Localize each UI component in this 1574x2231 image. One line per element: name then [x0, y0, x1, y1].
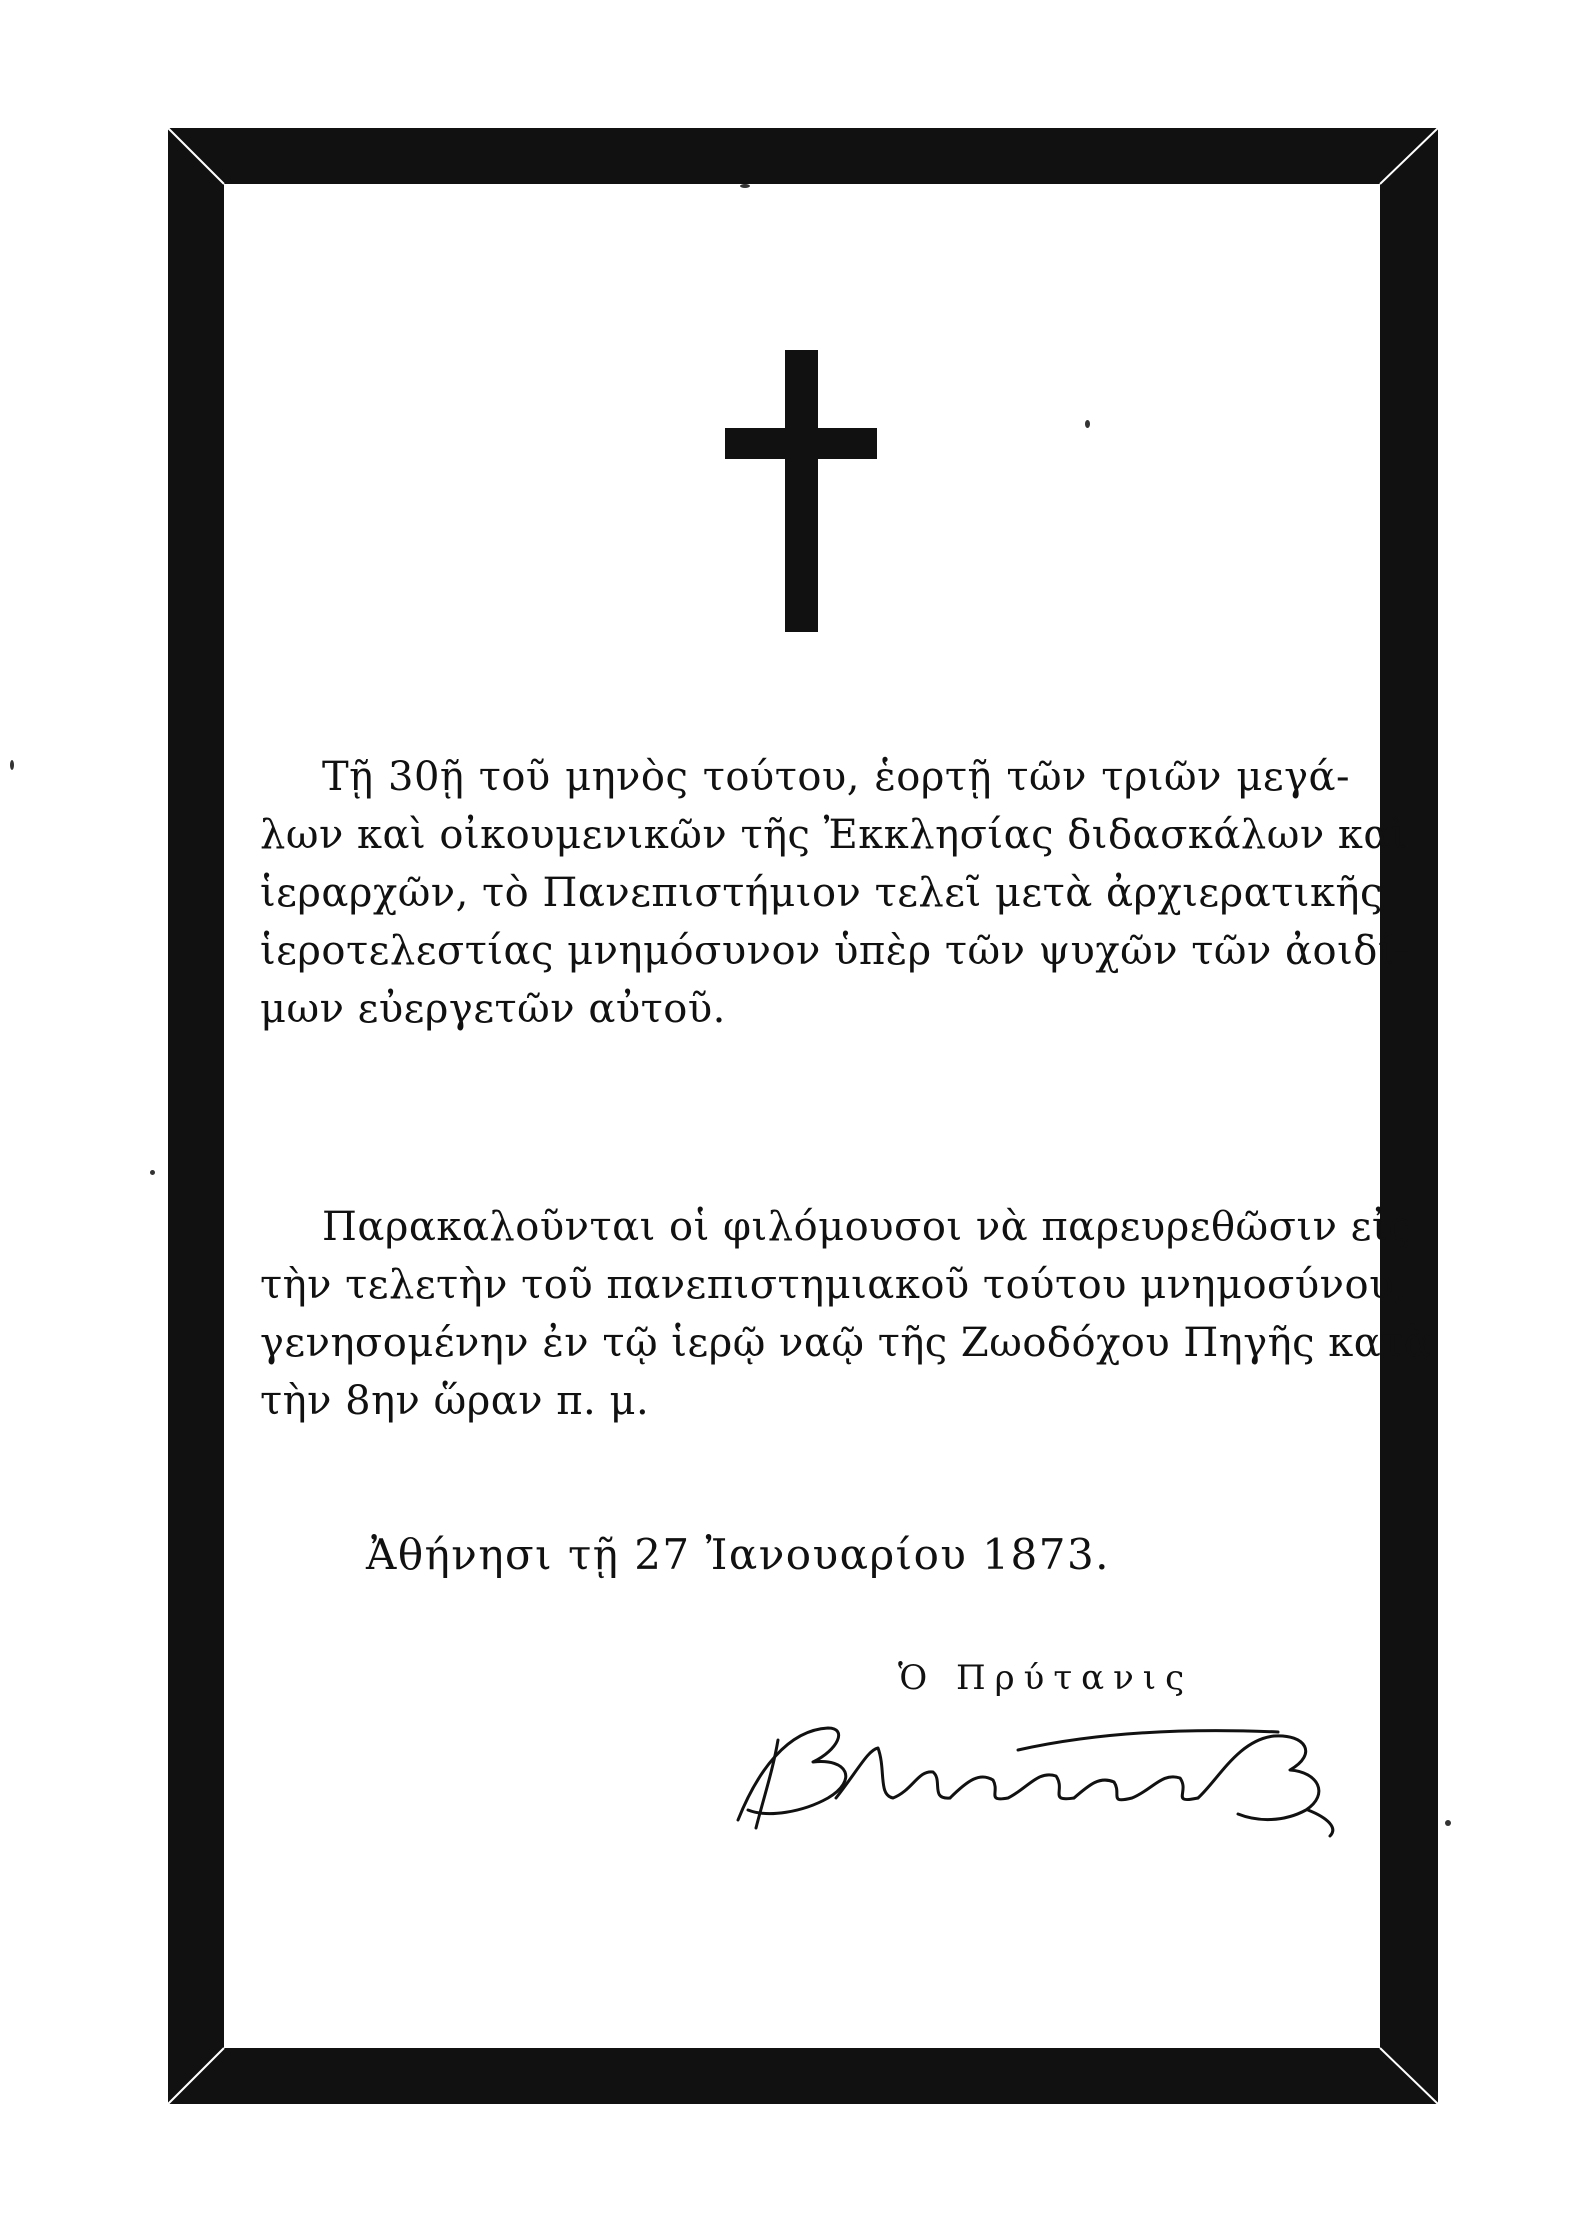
cross-vertical-bar: [785, 350, 818, 632]
text-line: Παρακαλοῦνται οἱ φιλόμουσοι νὰ παρευρεθῶσιν εἰς: [322, 1204, 1411, 1250]
scan-speck: [10, 760, 14, 770]
scan-speck: [1085, 420, 1090, 428]
text-line: Τῇ 30ῇ τοῦ μηνὸς τούτου, ἑορτῇ τῶν τριῶν μεγά-: [322, 754, 1350, 800]
dateline: Ἀθήνησι τῇ 27 Ἰανουαρίου 1873.: [366, 1530, 1111, 1579]
signoff-title: Ὁ Πρύτανις: [898, 1658, 1194, 1698]
text-line: τὴν 8ην ὥραν π. μ.: [260, 1378, 650, 1424]
text-line: ἱεροτελεστίας μνημόσυνον ὑπὲρ τῶν ψυχῶν τῶν ἀοιδί-: [260, 928, 1409, 974]
cross-horizontal-bar: [725, 428, 877, 459]
scan-speck: [150, 1170, 155, 1175]
notice-paragraph-2: [260, 1198, 1432, 1430]
handwritten-signature: [718, 1710, 1358, 1840]
text-line: ἱεραρχῶν, τὸ Πανεπιστήμιον τελεῖ μετὰ ἀρχιερατικῆς: [260, 870, 1383, 916]
text-line: μων εὐεργετῶν αὐτοῦ.: [260, 986, 726, 1032]
scan-speck: [1445, 1820, 1451, 1826]
notice-paragraph-1: [260, 748, 1409, 1038]
text-line: τὴν τελετὴν τοῦ πανεπιστημιακοῦ τούτου μνημοσύνου,: [260, 1262, 1408, 1308]
scan-speck: [740, 184, 750, 188]
text-line: λων καὶ οἰκουμενικῶν τῆς Ἐκκλησίας διδασκάλων καὶ: [260, 812, 1408, 858]
text-line: γενησομένην ἐν τῷ ἱερῷ ναῷ τῆς Ζωοδόχου Πηγῆς κατὰ: [260, 1320, 1432, 1366]
